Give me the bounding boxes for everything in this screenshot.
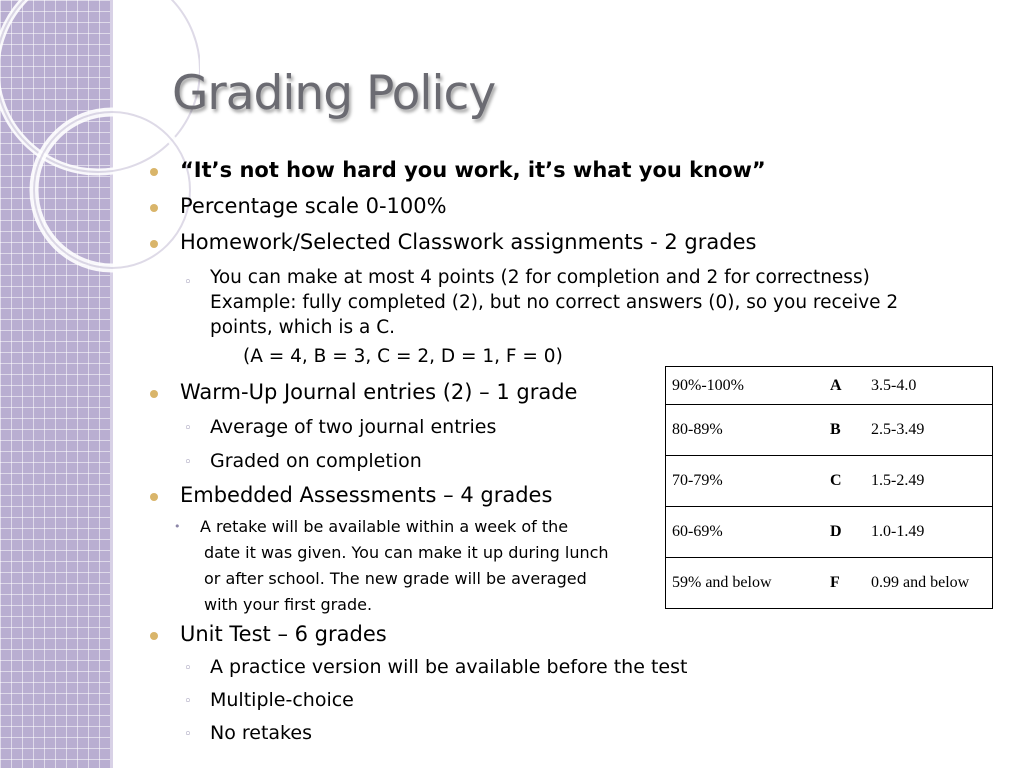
grade-range-cell: 70-79% (666, 456, 825, 507)
bullet-dot-icon (150, 240, 158, 248)
bullet-warmup-text: Warm-Up Journal entries (2) – 1 grade (180, 380, 578, 404)
bullet-dot-icon (150, 168, 158, 176)
ring-bullet-icon: ◦ (184, 694, 192, 709)
grade-range-cell: 80-89% (666, 405, 825, 456)
grade-gpa-cell: 0.99 and below (865, 558, 993, 609)
ring-bullet-icon: ◦ (184, 275, 192, 290)
table-row (666, 456, 993, 507)
homework-detail-line: Example: fully completed (2), but no correct answers (0), so you receive 2 (210, 292, 899, 313)
warmup-sub-text: Graded on completion (210, 450, 422, 472)
embedded-detail-line: date it was given. You can make it up during lunch (204, 543, 609, 562)
bullet-embedded-text: Embedded Assessments – 4 grades (180, 483, 553, 507)
bullet-dot-icon (150, 390, 158, 398)
warmup-sub-text: Average of two journal entries (210, 416, 497, 438)
grade-gpa-cell: 2.5-3.49 (865, 405, 993, 456)
bullet-dot-icon (150, 632, 158, 640)
ring-bullet-icon: ◦ (184, 455, 192, 470)
ring-bullet-icon: ◦ (184, 421, 192, 436)
grade-gpa-cell: 1.5-2.49 (865, 456, 993, 507)
embedded-detail-line: A retake will be available within a week of the (200, 517, 569, 536)
grade-letter-cell: D (824, 507, 865, 558)
bullet-unit-test-text: Unit Test – 6 grades (180, 622, 387, 646)
grade-letter-cell: B (824, 405, 865, 456)
grade-letter-cell: A (824, 367, 865, 405)
unit-test-sub-text: A practice version will be available before the test (210, 656, 688, 678)
embedded-detail-line: with your first grade. (204, 595, 373, 614)
unit-test-sub-text: No retakes (210, 722, 312, 744)
grade-letter-cell: C (824, 456, 865, 507)
homework-detail-line: points, which is a C. (210, 317, 396, 338)
bullet-dot-icon (150, 204, 158, 212)
grade-letter-cell: F (824, 558, 865, 609)
bullet-dot-icon (150, 493, 158, 501)
page-title: Grading Policy (172, 66, 496, 121)
small-bullet-icon: • (174, 520, 181, 533)
ring-bullet-icon: ◦ (184, 727, 192, 742)
homework-detail-line: You can make at most 4 points (2 for completion and 2 for correctness) (210, 267, 870, 288)
ring-bullet-icon: ◦ (184, 661, 192, 676)
grade-point-values: (A = 4, B = 3, C = 2, D = 1, F = 0) (243, 346, 563, 367)
grade-range-cell: 60-69% (666, 507, 825, 558)
grade-gpa-cell: 1.0-1.49 (865, 507, 993, 558)
unit-test-sub-text: Multiple-choice (210, 689, 354, 711)
homework-detail (184, 265, 1010, 340)
table-row (666, 405, 993, 456)
grade-scale-table (665, 366, 993, 609)
embedded-detail (174, 514, 644, 618)
table-row (666, 367, 993, 405)
decorative-circles (0, 0, 200, 300)
bullet-homework-text: Homework/Selected Classwork assignments - 2 grades (180, 230, 757, 254)
grade-range-cell: 59% and below (666, 558, 825, 609)
bullet-quote-text: “It’s not how hard you work, it’s what you know” (180, 158, 766, 182)
grade-range-cell: 90%-100% (666, 367, 825, 405)
bullet-percentage-text: Percentage scale 0-100% (180, 194, 447, 218)
embedded-detail-line: or after school. The new grade will be averaged (204, 569, 587, 588)
grade-gpa-cell: 3.5-4.0 (865, 367, 993, 405)
table-row (666, 507, 993, 558)
table-row (666, 558, 993, 609)
